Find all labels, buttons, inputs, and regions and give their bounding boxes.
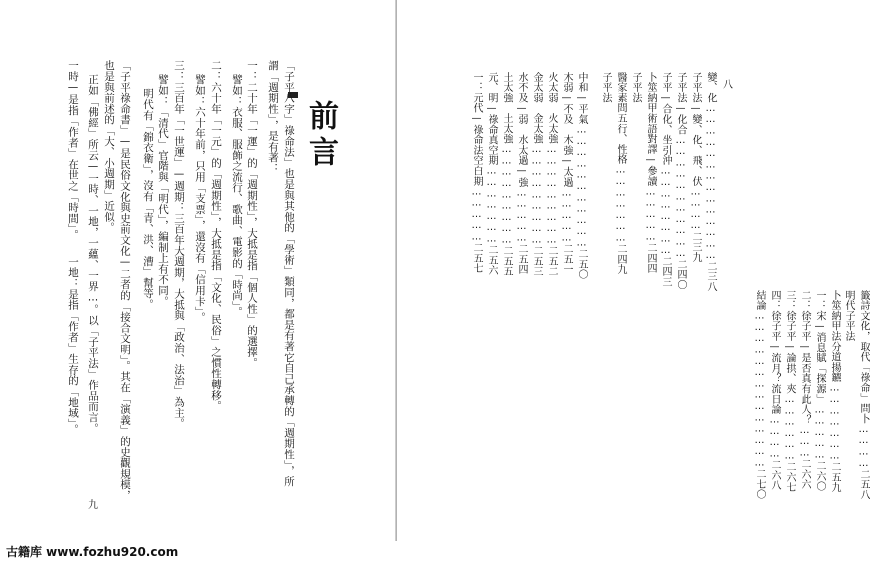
toc-entry: 變、化……………………………………二三八 <box>705 72 716 292</box>
toc-entry: 明代子平法 <box>843 290 854 342</box>
body-column: 一時—是指「作者」在世之「時間」。 一地：是指「作者」生存的「地域」。 <box>67 60 79 435</box>
body-column: 正如「佛經」所云—一時、一地，一蘊、一界…。以「子平法」作品而言。 <box>87 74 99 434</box>
footer-bar <box>0 541 793 561</box>
body-column: 也是與前述的「大、小週期」近似。 <box>103 60 115 233</box>
toc-entry: 籤詩文化，取代「祿命」問卜…………二五八 <box>858 290 869 500</box>
left-page <box>0 0 396 561</box>
toc-entry: 子平法—化合……………………………二四〇 <box>675 72 686 290</box>
toc-entry: 卜筮納甲法分道揚鑣…………………二五九 <box>829 290 840 493</box>
toc-entry: 水不及—弱 水太過—強……………二五四 <box>516 72 527 275</box>
toc-entry: 木弱—不及 木強—太過……………二五一 <box>561 72 572 275</box>
toc-entry: 三：徐子平—論拱、夾………………二六七 <box>784 290 795 493</box>
toc-entry: 土太強 土太強………………………二五五 <box>501 72 512 277</box>
right-page-number: 八 <box>723 80 733 91</box>
body-column: 一：二十年「一運」的「週期性」，大抵是指「個人性」的選擇。 <box>246 60 258 368</box>
toc-entry: 一：宋—消息賦「探源」……………二六〇 <box>814 290 825 492</box>
toc-entry: 醫家素問五行、性格…………………二四九 <box>615 72 626 275</box>
body-column: 三：三百年「一世運」—週期：三百年大週期，大抵與「政治、法治」為主。 <box>173 60 185 429</box>
toc-entry: 二：徐子平—是否真有此人？………二六六 <box>799 290 810 490</box>
body-column: 譬如：六十年前，只用「支票」，還沒有「信用卡」。 <box>194 74 206 323</box>
body-column: 二：六十年「一元」的「週期性」，大抵是指「文化、民俗」之慣性轉移。 <box>210 60 222 412</box>
toc-entry: 火太弱 火太強………………………二五二 <box>546 72 557 277</box>
body-column: 明代有「錦衣衛」，沒有「青、洪、漕」幫等。 <box>142 88 154 310</box>
toc-entry: 子平—合化、坐引沖……………………二四三 <box>660 72 671 287</box>
body-column: 「子平八字」祿命法」也是與其他的「學術」類同，都是有著它自己承轉的「週期性」，所 <box>283 60 295 487</box>
right-page <box>397 0 869 561</box>
body-column: 「子平祿命書」—是民俗文化與史前文化—二者的「接合文明」。其在「演義」的史觀規模， <box>119 60 131 501</box>
toc-entry: 四：徐子平—流月？流日論…………二六八 <box>769 290 780 491</box>
toc-entry: 子平法—變、化、飛、伏…………二三九 <box>690 72 701 263</box>
toc-entry: 金太弱 金太強………………………二五三 <box>531 72 542 277</box>
toc-entry: 子平法 <box>600 72 611 103</box>
body-column: 謂「週期性」，是有著： <box>267 60 279 174</box>
toc-entry: 卜筮納甲術語對譯—參讀……………二四四 <box>645 72 656 274</box>
body-column: 譬如：「清代」官階與「明代」，編制上有不同。 <box>157 74 169 307</box>
toc-entry: 中和—平氣……………………………二五〇 <box>576 72 587 280</box>
page-title: 前言 <box>303 100 338 172</box>
left-page-number: 九 <box>88 500 98 511</box>
toc-entry: 結論……………………………………二七〇 <box>754 290 765 500</box>
toc-entry: 元、明—祿命真空期…………………二五六 <box>486 72 497 276</box>
body-column: 譬如：衣服、服飾之流行、歌曲、電影的「時尚」。 <box>231 74 243 318</box>
toc-entry: 一：元代—祿命法空白期……………二五七 <box>471 72 482 274</box>
site-label[interactable]: 古籍库 www.fozhu920.com <box>6 545 179 559</box>
toc-entry: 子平法 <box>630 72 641 103</box>
